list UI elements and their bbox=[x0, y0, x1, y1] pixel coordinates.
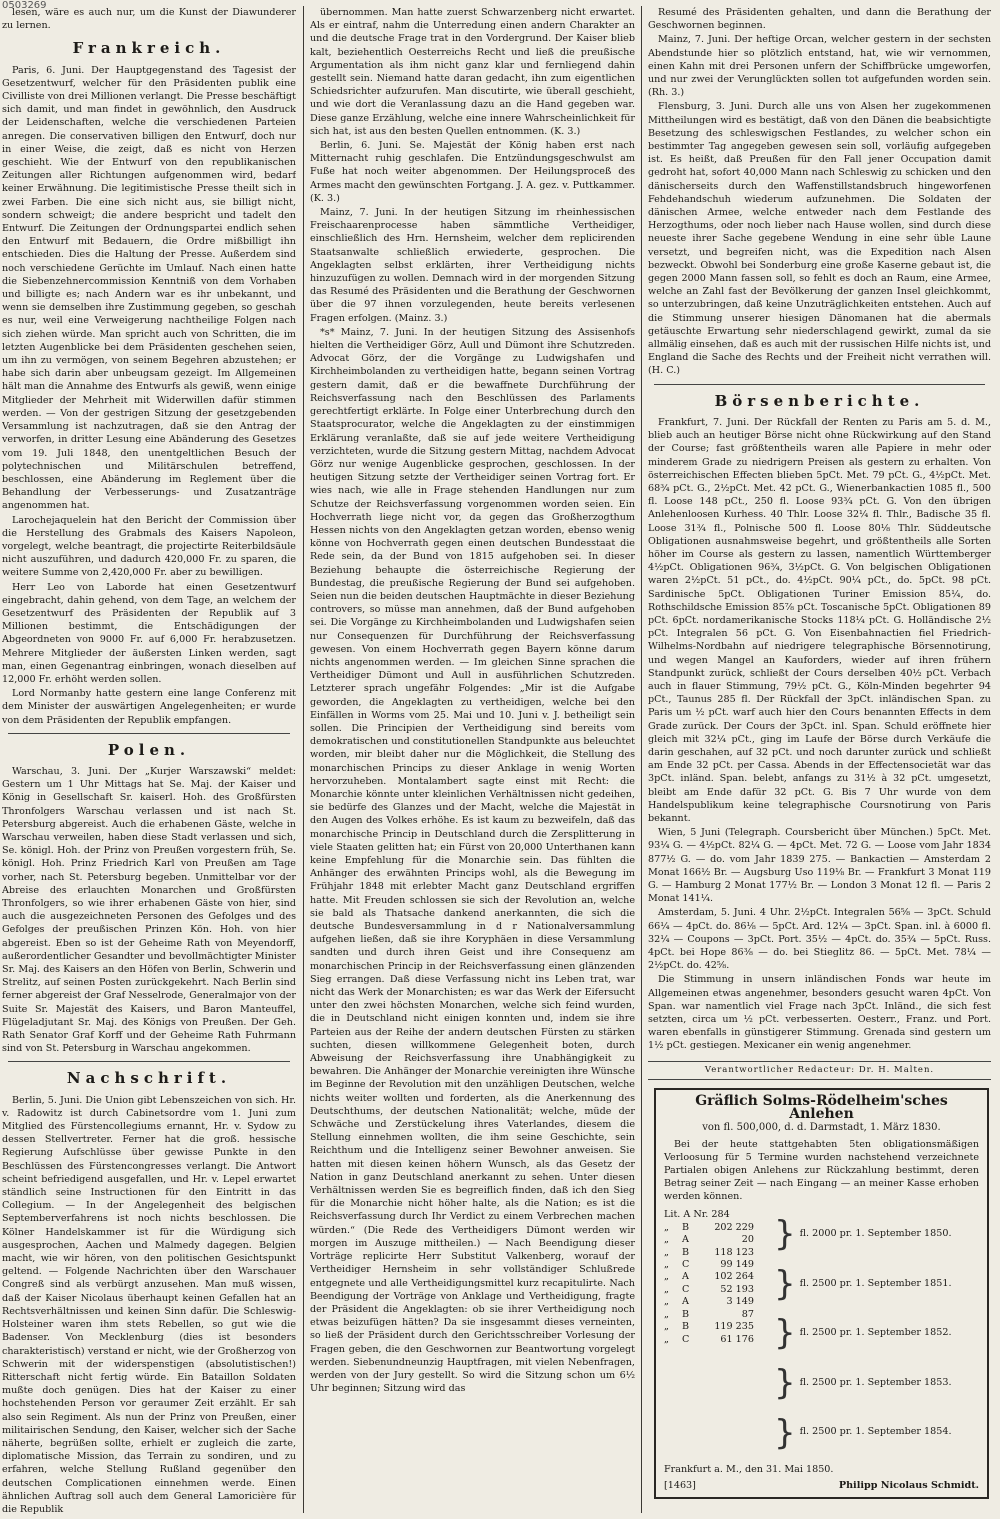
lot-cell: „ bbox=[664, 1333, 669, 1345]
lot-row bbox=[664, 1321, 774, 1333]
article-paragraph: Herr Leo von Laborde hat einen Gesetzentwurf eingebracht, dahin gehend, von dem Tage, an welchem der Gesetzentwurf des Präsidenten der Republik auf 3 Millionen bestimmt, die Entschädigungen der Abgeordneten von 9000 Fr. auf 6,000 Fr. herabzusetzen. Mehrere Mitglieder der äußersten Linken werden, sagt man, einen Gegenantrag einbringen, wonach dieselben auf 12,000 Fr. erhöht werden sollen. bbox=[2, 581, 296, 685]
article-paragraph: Resumé des Präsidenten gehalten, und dann die Berathung der Geschwornen beginnen. bbox=[648, 7, 991, 32]
lot-cell: „ bbox=[664, 1259, 669, 1271]
lot-cell: B bbox=[682, 1308, 690, 1320]
lot-group bbox=[774, 1209, 979, 1259]
lot-row bbox=[664, 1296, 774, 1308]
market-paragraph: Frankfurt, 7. Juni. Der Rückfall der Renten zu Paris am 5. d. M., blieb auch an heutiger Börse nicht ohne Rückwirkung auf den Stand der Course; fast größtentheils waren alle Papiere in mehr oder minderem Grade zu niedrigern Preisen als gestern zu erhalten. Von österreichischen Effecten blieben 5pCt. Met. 79 pCt. G., 4½pCt. Met. 68¾ pCt. G., 2½pCt. Met. 42 pCt. G., Wienerbankactien 1085 fl., 500 fl. Loose 148 pCt., 250 fl. Loose 93¾ pCt. G. Von den übrigen Anlehenloosen Kurhess. 40 Thlr. Loose 32¼ fl. Thlr., Badische 35 fl. Loose 31¾ fl., Polnische 500 fl. Loose 80⅛ Thlr. Süddeutsche Obligationen ausnahmsweise begehrt, und größtentheils alle Sorten höher im Course als gestern zu lassen, namentlich Württemberger 4½pCt. Obligationen 96¾, 3½pCt. G. Von belgischen Obligationen waren 2½pCt. 51 pCt., do. 4½pCt. 90¼ pCt., do. 5pCt. 98 pCt. Sardinische 5pCt. Obligationen Turiner Emission 85¼, do. Rothschildsche Emission 85⅞ pCt. Toscanische 5pCt. Obligationen 89 pCt. 6pCt. nordamerikanische Stocks 118¼ pCt. G. Holländische 2½ pCt. Integralen 56 pCt. G. Von Eisenbahnactien fiel Friedrich-Wilhelms-Nordbahn auf niedrigere telegraphische Börsennotirung, und wegen Mangel an Kauforders, wieder auf ihren frühern Standpunkt zurück, schließt der Cours derselben 40½ pCt. Verbach auch in flauer Stimmung, 79½ pCt. G., Köln-Minden begehrter 94 pCt., Taunus 285 fl. Der Rückfall der 3pCt. inländischen Span. zu Paris um ½ pCt. warf auch hier den Cours benannten Effects in dem Grade zurück. Der Cours der 3pCt. inl. Span. Schuld eröffnete hier gleich mit 32¼ pCt., ging im Laufe der Börse durch Verkäufe die darin geschahen, auf 32 pCt. und noch darunter zurück und schließt am Ende 32 pCt. per Cassa. Abends in der Effectensocietät war das 3pCt. inländ. Span. belebt, anfangs zu 31½ à 32 pCt. umgesetzt, bleibt am Ende dafür 32 pCt. G. Bis 7 Uhr wurde von dem Handelspublikum keine telegraphische Coursnotirung von Paris bekannt. bbox=[648, 416, 991, 824]
lot-cell: B bbox=[682, 1246, 690, 1258]
section-heading-postscript: Nachschrift. bbox=[66, 1069, 232, 1088]
lot-groups bbox=[774, 1209, 979, 1457]
section-rule bbox=[8, 733, 290, 734]
lot-row bbox=[664, 1334, 774, 1346]
lot-row bbox=[664, 1259, 774, 1271]
notice-date: Frankfurt a. M., den 31. Mai 1850. bbox=[664, 1464, 834, 1476]
lot-group bbox=[774, 1408, 979, 1458]
section-rule bbox=[8, 1061, 290, 1062]
lot-row bbox=[664, 1271, 774, 1283]
article-paragraph: Berlin, 6. Juni. Se. Majestät der König haben erst nach Mitternacht ruhig geschlafen. Die Entzündungsgeschwulst am Fuße hat noch weiter abgenommen. Der Heilungsproceß des Armes macht den gewünschten Fortgang. J. A. gez. v. Puttkammer. (K. 3.) bbox=[310, 140, 635, 204]
lot-cell: 118 123 bbox=[714, 1246, 754, 1258]
lot-cell: C bbox=[682, 1259, 690, 1271]
lot-row bbox=[664, 1234, 774, 1246]
lot-cell: „ bbox=[664, 1271, 669, 1283]
lot-cell: 52 193 bbox=[720, 1283, 754, 1295]
article-paragraph: Lord Normanby hatte gestern eine lange Conferenz mit dem Minister der auswärtigen Angelegenheiten; er wurde von dem Präsidenten der Republik empfangen. bbox=[2, 688, 296, 726]
lot-group-label: fl. 2500 pr. 1. September 1854. bbox=[799, 1426, 952, 1438]
brace-mark: } bbox=[774, 1363, 796, 1404]
lot-group-label: fl. 2500 pr. 1. September 1853. bbox=[799, 1376, 952, 1388]
article-paragraph: Mainz, 7. Juni. In der heutigen Sitzung im rheinhessischen Freischaarenprocesse haben sämmtliche Vertheidiger, einschließlich des Hrn. Hernsheim, welcher dem replicirenden Staatsanwalte schließlich erwiederte, gesprochen. Die Angeklagten selbst erklärten, ihrer Vertheidigung nichts hinzuzufügen zu wollen. Demnach wird in der morgenden Sitzung das Resumé des Präsidenten und die Berathung der Geschwornen über die 97 ihnen vorzulegenden, heute bereits verlesenen Fragen erfolgen. (Mainz. 3.) bbox=[310, 207, 635, 324]
notice-body: Bei der heute stattgehabten 5ten obligationsmäßigen Verloosung für 5 Termine wurden nachstehend verzeichnete Partialen obigen Anlehens zur Rückzahlung bestimmt, deren Betrag seiner Zeit — nach Eingang — an meiner Kasse erhoben werden können. bbox=[664, 1139, 979, 1203]
section-rule bbox=[654, 384, 985, 385]
lot-cell: 87 bbox=[741, 1308, 754, 1320]
article-paragraph: Warschau, 3. Juni. Der „Kurjer Warszawski“ meldet: Gestern um 1 Uhr Mittags hat Se. Maj. der Kaiser und König in Gesellschaft Sr. kaiserl. Hoh. des Großfürsten Thronfolgers Warschau verlassen und ist nach St. Petersburg abgereist. Auch die erhabenen Gäste, welche in Warschau verweilen, haben diese Stadt verlassen und sich, Se. königl. Hoh. der Prinz von Preußen vorgestern früh, Se. königl. Hoh. Prinz Friedrich Karl von Preußen am Tage vorher, nach St. Petersburg begeben. Unmittelbar vor der Abreise des erlauchten Monarchen und Großfürsten Thronfolgers, so wie ihrer erhabenen Gäste von hier, sind auch die ausgezeichneten Personen des Gefolges und des Gefolges der preußischen Prinzen Kön. Hoh. von hier abgereist. Eben so ist der Geheime Rath von Meyendorff, außerordentlicher Gesandter und bevollmächtigter Minister Sr. Maj. des Kaisers an den Höfen von Berlin, Schwerin und Strelitz, auf seinen Posten zurückgekehrt. Nach Berlin sind ferner abgereist der Graf Nesselrode, Generalmajor von der Suite Sr. Majestät des Kaisers, und Baron Manteuffel, Flügeladjutant Sr. Maj. des Königs von Preußen. Der Geh. Rath Senator Graf Korff und der Geheime Rath Fuhrmann sind von St. Petersburg in Warschau angekommen. bbox=[2, 765, 296, 1055]
article-paragraph: Paris, 6. Juni. Der Hauptgegenstand des Tagesist der Gesetzentwurf, welcher für den Präsidenten publik eine Civilliste von drei Millionen verlangt. Die Presse beschäftigt sich damit, und man findet in gewöhnlich, den Ausdruck der Leidenschaften, welche die verschiedenen Parteien anregen. Die conservativen billigen den Entwurf, doch nur in einer Weise, die zeigt, daß es nicht von Herzen geschieht. Wie der Entwurf von den republikanischen Zeitungen aller Richtungen aufgenommen wird, bedarf keiner Erwähnung. Die legitimistische Presse theilt sich in zwei Farben. Die eine sich nicht aus, sie billigt nicht, sondern schweigt; die andere bespricht und tadelt den Entwurf. Die Zeitungen der Ordnungspartei endlich sehen den Entwurf mit Bedauern, die Ordre mißbilligt ihn entschieden. Dies die Haltung der Presse. Außerdem sind noch verschiedene Gerüchte im Umlauf. Nach einen hatte die Siebenzehnercommission Kenntniß von dem Vorhaben und billigte es; nach Andern war es ihr unbekannt, und wenn sie demselben ihre Zustimmung gegeben, so geschah es nur, weil eine Verweigerung nachtheilige Folgen nach sich ziehen würde. Man spricht auch von Schritten, die im letzten Augenblicke bei dem Präsidenten geschehen seien, um ihn zu vermögen, von seinem Begehren abzustehen; er habe sich darin aber unbeugsam gezeigt. Im Allgemeinen hält man die Annahme des Entwurfs als gewiß, wenn einige Mitglieder der Mehrheit mit Widerwillen dafür stimmen werden. — Von der gestrigen Sitzung der gesetzgebenden Versammlung ist nachzutragen, daß sie den Antrag der verworfen, in dritter Lesung eine Abänderung des Gesetzes vom 19. Juli 1848, den unentgeltlichen Besuch der polytechnischen und Militärschulen betreffend, beschlossen, eine Abänderung im Reglement über die Behandlung der Verbesserungs- und Zusatzanträge angenommen hat. bbox=[2, 64, 296, 512]
article-paragraph: Larochejaquelein hat den Bericht der Commission über die Herstellung des Grabmals des Kaisers Napoleon, vorgelegt, welche beantragt, die projectirte Reiterbildsäule nicht auszuführen, und dadurch 420,000 Fr. zu sparen, die weitere Summe von 2,420,000 Fr. aber zu bewilligen. bbox=[2, 514, 296, 579]
brace-mark: } bbox=[774, 1412, 796, 1453]
lot-cell: 3 149 bbox=[726, 1296, 754, 1308]
notice-title: Gräflich Solms-Rödelheim'sches Anlehen bbox=[695, 1092, 948, 1123]
column-divider bbox=[303, 6, 304, 1513]
lot-cell: A bbox=[682, 1234, 689, 1246]
lot-group-label: fl. 2000 pr. 1. September 1850. bbox=[799, 1228, 952, 1240]
notice-footer bbox=[664, 1479, 979, 1492]
lot-list bbox=[664, 1209, 774, 1457]
lot-cell: 102 264 bbox=[714, 1271, 754, 1283]
lot-cell: „ bbox=[664, 1246, 669, 1258]
lot-cell: 99 149 bbox=[720, 1259, 754, 1271]
lot-group bbox=[774, 1358, 979, 1408]
lot-cell: A bbox=[682, 1271, 689, 1283]
lot-cell: 119 235 bbox=[714, 1321, 754, 1333]
lot-row bbox=[664, 1222, 774, 1234]
notice-subtitle: von fl. 500,000, d. d. Darmstadt, 1. März 1830. bbox=[702, 1122, 941, 1134]
editor-credit: Verantwortlicher Redacteur: Dr. H. Malten. bbox=[648, 1061, 991, 1080]
lot-group bbox=[774, 1309, 979, 1359]
section-heading-france: Frankreich. bbox=[72, 39, 226, 58]
lot-cell: B bbox=[682, 1321, 690, 1333]
article-paragraph: Flensburg, 3. Juni. Durch alle uns von Alsen her zugekommenen Mittheilungen wird es bestätigt, daß von den Dänen die beabsichtigte Besetzung des schleswigschen Festlandes, zu welcher schon ein bestimmter Tag angegeben gewesen sein soll, vorläufig aufgegeben ist. Es heißt, daß Preußen für den Fall jener Occupation damit gedroht hat, sofort 40,000 Mann nach Schleswig zu schicken und den dänischerseits durch den Waffenstillstandsbruch hingeworfenen Fehdehandschuh wiederum aufzunehmen. Die Soldaten der dänischen Armee, welche entweder nach dem Festlande des Herzogthums, oder noch lieber nach Hause wollen, sind durch diese neueste ihrer Sache gegebene Wendung in eine sehr üble Laune versetzt, und begreifen nicht, was die Expedition nach Alsen bezweckt. Obwohl bei Sonderburg eine große Kaserne gebaut ist, die gegen 2000 Mann fassen soll, so fehlt es doch an Raum, eine Armee, welche an Zahl fast der Bevölkerung der ganzen Insel gleichkommt, so unterzubringen, daß keine Unzuträglichkeiten entstehen. Auch auf die Stimmung unserer hiesigen Dänomanen hat die abermals getäuschte Erwartung sehr niederschlagend gewirkt, zumal da sie allmälig einsehen, daß es auch mit der russischen Hilfe nichts ist, und England die Sache des Rechts und der Freiheit nicht verrathen will. (H. C.) bbox=[648, 101, 991, 377]
page-id: 0503269 bbox=[2, 0, 47, 11]
lot-cell: 20 bbox=[741, 1234, 754, 1246]
market-paragraph: Amsterdam, 5. Juni. 4 Uhr. 2½pCt. Integralen 56⅝ — 3pCt. Schuld 66¼ — 4pCt. do. 86⅛ — 5pCt. Ard. 12¼ — 3pCt. Span. inl. à 6000 fl. 32¼ — Coupons — 3pCt. Port. 35½ — 4pCt. do. 35¾ — 5pCt. Russ. 4pCt. bei Hope 86⅜ — do. bei Stieglitz 86. — 5pCt. Met. 78¼ — 2½pCt. do. 42⅝. bbox=[648, 907, 991, 972]
lot-cell: 61 176 bbox=[720, 1333, 754, 1345]
section-heading-boerse: Börsenberichte. bbox=[714, 391, 925, 410]
lot-cell: „ bbox=[664, 1321, 669, 1333]
column-2 bbox=[310, 6, 635, 1515]
notice-ref: [1463] bbox=[664, 1479, 696, 1491]
lot-cell: „ bbox=[664, 1308, 669, 1320]
lot-group-label: fl. 2500 pr. 1. September 1852. bbox=[799, 1327, 952, 1339]
lot-cell: „ bbox=[664, 1283, 669, 1295]
lot-cell: B bbox=[682, 1221, 690, 1233]
article-paragraph: *s* Mainz, 7. Juni. In der heutigen Sitzung des Assisenhofs hielten die Vertheidiger Görz, Aull und Dümont ihre Schutzreden. Advocat Görz, der die Vorgänge zu Ludwigshafen und Kirchheimbolanden zu vertheidigen hatte, begann seinen Vortrag gestern damit, daß er die bewaffnete Durchführung der Reichsverfassung nach den Beschlüssen des Parlaments gerechtfertigt erklärte. In Folge einer Unterbrechung durch den Staatsprocurator, welche die Angeklagten zu der einstimmigen Erklärung veranlaßte, daß sie auf jede weitere Vertheidigung verzichteten, wurde die Sitzung gestern Mittag, nachdem Advocat Görz nur wenige Augenblicke gesprochen, geschlossen. In der heutigen Sitzung setzte der Vertheidiger seinen Vortrag fort. Er wies nach, wie alle in Frage stehenden Handlungen nur zum Schutze der Reichsverfassung vorgenommen worden seien. Ein Hochverrath liege nicht vor, da gegen das Großherzogthum Hessen nichts von den Angeklagten getzan worden, ebenso wenig könne von Hochverrath gegen einen deutschen Bundesstaat die Rede sein, da der Bund von 1815 aufgehoben sei. In dieser Beziehung behaupte die österreichische Regierung der Bundestag, die preußische Regierung der Bund sei aufgehoben. Seien nun die beiden deutschen Hauptmächte in dieser Beziehung controvers, so müsse man annehmen, daß der Bund aufgehoben sei. Die Vorgänge zu Kirchheimbolanden und Ludwigshafen seien nur Consequenzen für Durchführung der Reichsverfassung gewesen. Von einem Hochverrath gegen Bayern könne darum nichts angenommen werden. — Im gleichen Sinne sprachen die Vertheidiger Dümont und Aull in ausführlichen Schutzreden. Letzterer sprach ungefähr Folgendes: „Mir ist die Aufgabe geworden, die Angeklagten zu vertheidigen, welche bei den Einfällen in Worms vom 25. Mai und 10. Juni v. J. betheiligt sein sollen. Die Principien der Vertheidigung sind bereits vom demokratischen und constitutionellen Standpunkte aus beleuchtet worden, mir bleibt daher nur die Möglichkeit, die Stellung des monarchischen Princips zu dieser Anklage in wenig Worten hervorzuheben. Montalambert sagte einst mit Recht: die Monarchie könnte unter kleinlichen Verhältnissen nicht gedeihen, sie bedürfe des Glanzes und der Macht, welche die Majestät in den Augen des Volkes erhöhe. Es ist kaum zu bezweifeln, daß das monarchische Princip in Deutschland durch die Zersplitterung in viele Staaten gelitten hat; ein Fürst von 20,000 Unterthanen kann keine Empfehlung für die Monarchie sein. Das fühlten die Anhänger des erwähnten Princips wohl, als die Bewegung im Frühjahr 1848 mit erlebter Macht ganz Deutschland ergriffen hatte. Mit Freuden schlossen sie sich der Revolution an, welche sie bald als Thatsache dankend anerkannten, die sich die deutsche Bundesversammlung in d r Nationalversammlung aufgehen ließen, daß sie ihre Koryphäen in diese Versammlung sandten und durch ihren Geist und ihre Consequenz am monarchischen Princip in der Reichsverfassung einen glänzenden Sieg errangen. Daß diese Verfassung nicht ins Leben trat, war nicht das Werk der Monarchisten; es war das Werk der Eifersucht unter den zwei höchsten Monarchen, welche sich feind wurden, die in Deutschland nicht einigen konnten und, indem sie ihre Parteien aus der Reihe der andern deutschen Fürsten zu stärken suchten, diesen willkommene Gelegenheit boten, durch Abweisung der Reichsverfassung ihre Unabhängigkeit zu bewahren. Die Anhänger der Monarchie vereinigten ihre Wünsche im Beginne der Revolution mit den unzähligen Deutschen, welche nichts weiter wollten und forderten, als die Anerkennung des Deutschthums, der deutschen Nationalität; welche, müde der Schwäche und Zerstückelung ihres Vaterlandes, diesem die Stellung einnehmen wollten, die ihm seine Geschichte, sein Reichthum und die Intelligenz seiner Bewohner anweisen. Sie hatten mit diesen keinen höhern Wunsch, als das Gesetz der Nation in ganz Deutschland anerkannt zu sehen. Unter diesen Verhältnissen werden Sie es begreiflich finden, daß ich den Sieg für die Monarchie nicht höher halte, als die Nation; es ist die Reichsverfassung durch Ihr Verdict zu einem Verbrechen machen würden.“ (Die Rede des Vertheidigers Dümont werden wir morgen im Auszuge mittheilen.) — Nach Beendigung dieser Vorträge replicirte Herr Substitut Valkenberg, worauf der Vertheidiger Hernsheim in sehr vollständiger Schlußrede entgegnete und alle Vertheidigungsmittel kurz recapitulirte. Nach Beendigung der Vorträge von Anklage und Vertheidigung, fragte der Präsident die Angeklagten: ob sie ihrer Vertheidigung noch etwas beizufügen hätten? Da sie insgesammt dieses verneinten, so ließ der Präsident durch den Gerichtsschreiber Vorlesung der Fragen geben, die den Geschwornen zur Beantwortung vorgelegt werden. Siebenundneunzig Hauptfragen, mit vielen Nebenfragen, werden von der Jury gestellt. So wird die Sitzung schon um 6½ Uhr beginnen; Sitzung wird das bbox=[310, 326, 635, 1395]
lot-cell: 202 229 bbox=[714, 1221, 754, 1233]
article-paragraph: Mainz, 7. Juni. Der heftige Orcan, welcher gestern in der sechsten Abendstunde hier so plötzlich entstand, hat, wie wir vernommen, einen Kahn mit drei Personen unfern der Schiffbrücke umgeworfen, und nur zwei der Verunglückten sollen tot aufgefunden worden sein. (Rh. 3.) bbox=[648, 34, 991, 99]
lot-cell: „ bbox=[664, 1296, 669, 1308]
article-paragraph: übernommen. Man hatte zuerst Schwarzenberg nicht erwartet. Als er eintraf, nahm die Unterredung einen andern Charakter an und die deutsche Frage trat in den Vordergrund. Der Kaiser blieb kalt, beziehentlich Oesterreichs Recht und ließ die preußische Argumentation als ihm nicht ganz klar und fernliegend dahin gestellt sein. Niemand hatte daran gedacht, ihn zum eigentlichen Schiedsrichter aufzurufen. Man discutirte, wie überall geschieht, und wie dort die Veranlassung dazu an die Hand gegeben war. Diese ganze Erzählung, welche eine innere Wahrscheinlichkeit für sich hat, ist aus den besten Quellen entnommen. (K. 3.) bbox=[310, 7, 635, 137]
lot-cell: C bbox=[682, 1333, 690, 1345]
lot-group bbox=[774, 1259, 979, 1309]
column-1 bbox=[2, 6, 296, 1515]
loan-notice bbox=[654, 1088, 989, 1499]
lot-cell: „ bbox=[664, 1221, 669, 1233]
lot-cell: „ bbox=[664, 1234, 669, 1246]
article-paragraph: Berlin, 5. Juni. Die Union gibt Lebenszeichen von sich. Hr. v. Radowitz ist durch Cabinetsordre vom 1. Juni zum Mitglied des Fürstencollegiums ernannt, Hr. v. Sydow zu dessen Stellvertreter. Ferner hat die groß. hessische Regierung Aufschlüsse über gewisse Punkte in den Beschlüssen des Fürstencongresses verlangt. Die Antwort scheint befriedigend ausgefallen, und Hr. v. Lepel erwartet ständlich seine Instructionen für den Eintritt in das Collegium. — In der Angelegenheit des belgischen Septemberverfahrens ist noch nichts beschlossen. Die Kölner Handelskammer ist für die Würdigung sich ausgesprochen, Aachen und Malmedy dagegen. Belgien macht, wie wir hören, von den politischen Gesichtspunkt geltend. — Folgende Nachrichten über den Warschauer Congreß sind als verbürgt anzusehen. Man muß wissen, daß der Kaiser Nicolaus überhaupt keinen Gefallen hat an Rechtsverhältnissen und keinen Sinn dafür. Die Schleswig-Holsteiner waren ihm stets Rebellen, so gut wie die Badenser. Von Mecklenburg (dies ist besonders charakteristisch) verstand er nicht, wie der Großherzog von Schwerin mit der widerspenstigen (absolutistischen!) Ritterschaft nicht fertig würde. Ein Bataillon Soldaten mußte doch genügen. Dies hat der Kaiser zu einer hochstehenden Person vor geraumer Zeit erzählt. Er sah also sein Regiment. Als nun der Prinz von Preußen, einer militairischen Sendung, den Kaiser, welcher sich der Sache näherte, begrüßen sollte, erhielt er zugleich die zarte, diplomatische Mission, das Terrain zu sondiren, und zu erfahren, welche Stellung Rußland gegenüber den deutschen Complicationen einnehmen werde. Einen ähnlichen Auftrag soll auch dem General Lamoricière für die Republik bbox=[2, 1094, 296, 1515]
brace-mark: } bbox=[774, 1263, 796, 1304]
lot-group-label: fl. 2500 pr. 1. September 1851. bbox=[799, 1277, 952, 1289]
brace-mark: } bbox=[774, 1313, 796, 1354]
market-paragraph: Die Stimmung in unsern inländischen Fonds war heute im Allgemeinen etwas angenehmer, besonders gesucht waren 4pCt. Von Span. war namentlich viel Frage nach 3pCt. Inländ., die sich fest setzten, circa um ½ pCt. verbesserten. Oesterr., Franz. und Port. waren ebenfalls in günstigerer Stimmung. Grenada sind gestern um 1½ pCt. gestiegen. Mexicaner ein wenig angenehmer. bbox=[648, 974, 991, 1052]
column-3 bbox=[648, 6, 991, 1515]
lot-table bbox=[664, 1209, 979, 1457]
brace-mark: } bbox=[774, 1214, 796, 1255]
column-divider bbox=[641, 6, 642, 1513]
lot-cell: A bbox=[682, 1296, 689, 1308]
market-paragraph: Wien, 5 Juni (Telegraph. Coursbericht über München.) 5pCt. Met. 93¼ G. — 4½pCt. 82¼ G. — 4pCt. Met. 72 G. — Loose vom Jahr 1834 877½ G. — do. vom Jahr 1839 275. — Bankactien — Amsterdam 2 Monat 166½ Br. — Augsburg Uso 119⅛ Br. — Frankfurt 3 Monat 119 G. — Hamburg 2 Monat 177½ Br. — London 3 Monat 12 fl. — Paris 2 Monat 141¼. bbox=[648, 827, 991, 905]
lot-row bbox=[664, 1309, 774, 1321]
notice-signer: Philipp Nicolaus Schmidt. bbox=[838, 1479, 979, 1491]
lot-cell: C bbox=[682, 1283, 690, 1295]
lot-header: Lit. A Nr. 284 bbox=[664, 1209, 730, 1221]
section-heading-poland: Polen. bbox=[107, 740, 191, 759]
intro-text: lesen, wäre es auch nur, um die Kunst der Diawunderer zu lernen. bbox=[2, 7, 296, 32]
lot-row bbox=[664, 1284, 774, 1296]
lot-row bbox=[664, 1247, 774, 1259]
